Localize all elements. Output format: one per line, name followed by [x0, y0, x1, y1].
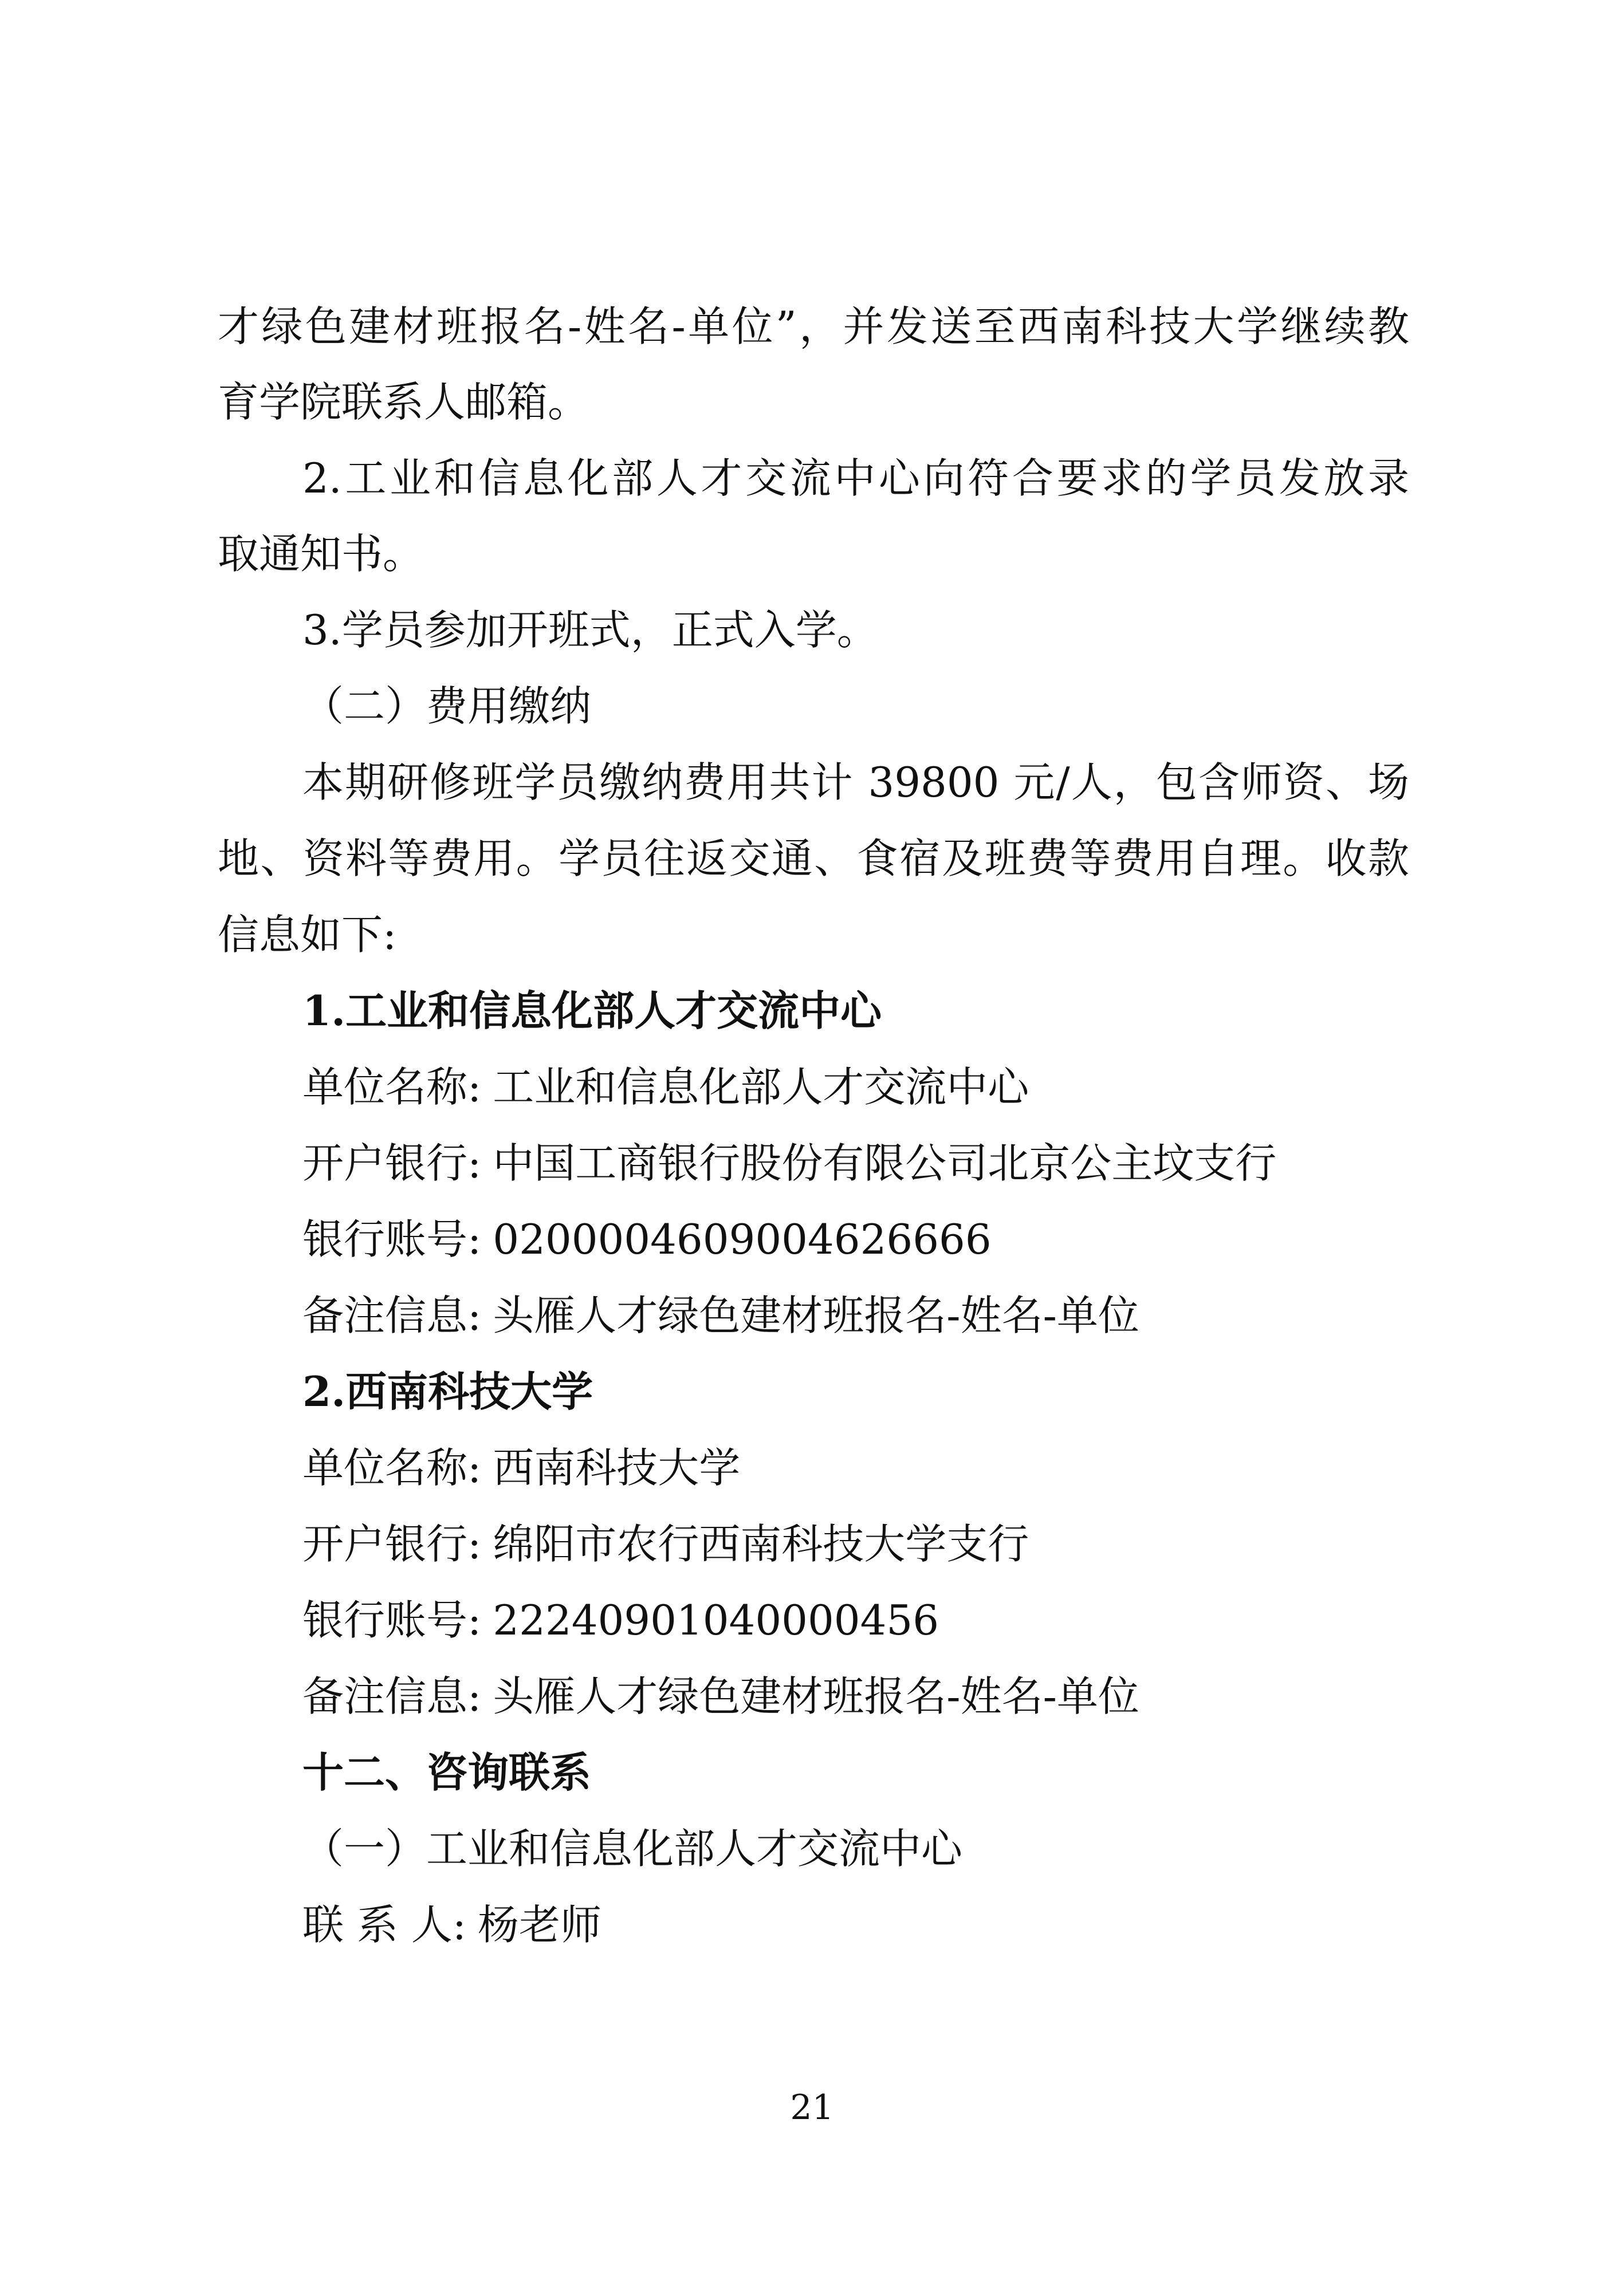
- account-label: 银行账号:: [302, 1596, 482, 1644]
- account-value: 0200004609004626666: [493, 1215, 992, 1263]
- paragraph-line: 才绿色建材班报名-姓名-单位”，并发送至西南科技大学继续教: [218, 302, 1409, 350]
- contact-value: 杨老师: [478, 1901, 602, 1949]
- bank-value: 绵阳市农行西南科技大学支行: [493, 1520, 1029, 1568]
- payee-2-heading: 2.西南科技大学: [302, 1367, 593, 1416]
- account-value: 22240901040000456: [493, 1596, 939, 1644]
- fees-paragraph-line: 本期研修班学员缴纳费用共计 39800 元/人，包含师资、场: [302, 758, 1409, 806]
- payee-1-unit: [302, 1058, 1029, 1116]
- bank-value: 中国工商银行股份有限公司北京公主坟支行: [493, 1139, 1277, 1187]
- unit-value: 工业和信息化部人才交流中心: [493, 1063, 1029, 1111]
- contact-label: 联 系 人:: [302, 1901, 467, 1949]
- fees-paragraph-line: 地、资料等费用。学员往返交通、食宿及班费等费用自理。收款: [218, 834, 1409, 883]
- page-number: 21: [790, 2088, 834, 2128]
- payee-1-heading: 1.工业和信息化部人才交流中心: [302, 986, 882, 1035]
- remark-value: 头雁人才绿色建材班报名-姓名-单位: [493, 1291, 1139, 1340]
- payee-2-remark: [302, 1668, 1139, 1725]
- payee-1-remark: [302, 1287, 1139, 1344]
- account-label: 银行账号:: [302, 1215, 482, 1263]
- payee-2-account: [302, 1592, 939, 1649]
- unit-label: 单位名称:: [302, 1063, 482, 1111]
- section-12-heading: 十二、咨询联系: [302, 1748, 592, 1797]
- paragraph-line: 育学院联系人邮箱。: [218, 378, 589, 426]
- fees-paragraph-line: 信息如下:: [218, 911, 397, 959]
- step-2-line: 2.工业和信息化部人才交流中心向符合要求的学员发放录: [302, 454, 1409, 502]
- step-2-line: 取通知书。: [218, 530, 424, 578]
- unit-value: 西南科技大学: [493, 1444, 741, 1492]
- remark-value: 头雁人才绿色建材班报名-姓名-单位: [493, 1672, 1139, 1720]
- remark-label: 备注信息:: [302, 1672, 482, 1720]
- fees-heading: （二）费用缴纳: [302, 682, 592, 730]
- payee-2-unit: [302, 1439, 740, 1496]
- unit-label: 单位名称:: [302, 1444, 482, 1492]
- payee-1-account: [302, 1211, 992, 1268]
- contact-person: [302, 1896, 601, 1954]
- remark-label: 备注信息:: [302, 1291, 482, 1340]
- payee-1-bank: [302, 1135, 1276, 1192]
- step-3: 3.学员参加开班式，正式入学。: [302, 606, 878, 654]
- contact-1-heading: （一）工业和信息化部人才交流中心: [302, 1825, 963, 1873]
- bank-label: 开户银行:: [302, 1139, 482, 1187]
- bank-label: 开户银行:: [302, 1520, 482, 1568]
- payee-2-bank: [302, 1515, 1029, 1573]
